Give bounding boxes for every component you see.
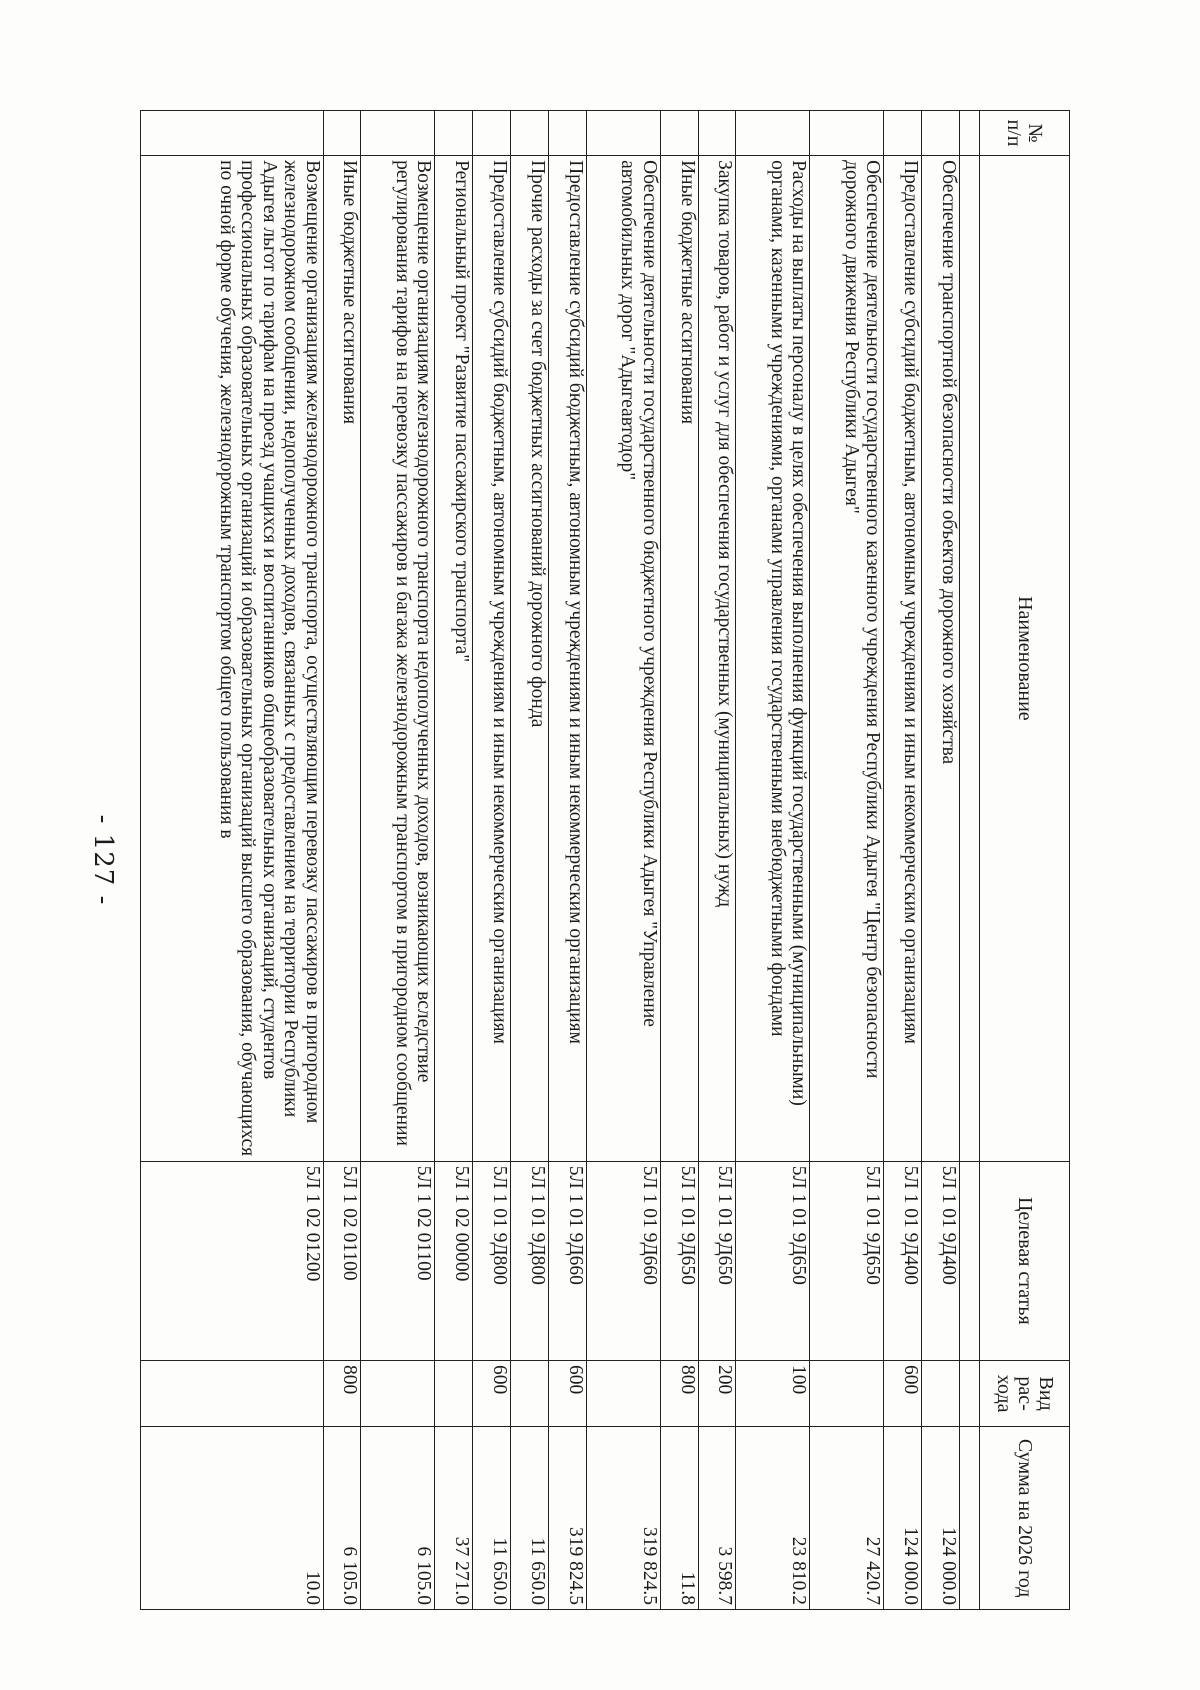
cell-sum: 124 000.0 bbox=[922, 1427, 960, 1610]
cell-kind bbox=[922, 1360, 960, 1426]
cell-num bbox=[435, 111, 473, 156]
cell-name: Обеспечение транспортной безопасности объектов дорожного хозяйства bbox=[922, 156, 960, 1162]
cell-sum: 11 650.0 bbox=[473, 1427, 511, 1610]
cell-name: Возмещение организациям железнодорожного транспорта недополученных доходов, возникающих вследствие регулирования тарифов на перевозку пассажиров и багажа железнодорожным транспортом в пригородном сообщении bbox=[361, 156, 435, 1162]
table-row bbox=[810, 111, 884, 1610]
cell-name: Возмещение организациям железнодорожного транспорта, осуществляющим перевозку пассажиров в пригородном железнодорожном сообщении, недополученных доходов, связанных с предоставлением на территории Республики Адыгея льгот по тарифам на проезд учащихся и воспитанников общеобразовательных организаций, студентов профессиональных образовательных организаций и образовательных организаций высшего образования, обучающихся по очной форме обучения, железнодорожным транспортом общего пользования в bbox=[141, 156, 324, 1162]
cell-num bbox=[586, 111, 660, 156]
cell-num bbox=[810, 111, 884, 156]
cell-sum: 124 000.0 bbox=[884, 1427, 922, 1610]
cell-code: 5Л 1 01 9Д660 bbox=[548, 1161, 586, 1360]
cell-code: 5Л 1 01 9Д400 bbox=[922, 1161, 960, 1360]
table-row bbox=[922, 111, 960, 1610]
cell-code: 5Л 1 01 9Д650 bbox=[736, 1161, 810, 1360]
cell-num bbox=[736, 111, 810, 156]
cell-name: Иные бюджетные ассигнования bbox=[660, 156, 698, 1162]
cell-name: Иные бюджетные ассигнования bbox=[323, 156, 361, 1162]
cell-kind bbox=[511, 1360, 549, 1426]
cell-num bbox=[884, 111, 922, 156]
cell-kind bbox=[361, 1360, 435, 1426]
cell-kind bbox=[435, 1360, 473, 1426]
cell-sum: 23 810.2 bbox=[736, 1427, 810, 1610]
cell-sum: 11 650.0 bbox=[511, 1427, 549, 1610]
cell-kind: 800 bbox=[660, 1360, 698, 1426]
cell-code: 5Л 1 01 9Д660 bbox=[586, 1161, 660, 1360]
cell-kind: 600 bbox=[548, 1360, 586, 1426]
header-name: Наименование bbox=[980, 156, 1070, 1162]
cell-num bbox=[548, 111, 586, 156]
cell-sum: 319 824.5 bbox=[548, 1427, 586, 1610]
cell-sum: 37 271.0 bbox=[435, 1427, 473, 1610]
cell-name: Расходы на выплаты персоналу в целях обеспечения выполнения функций государственными (муниципальными) органами, казенными учреждениями, органами управления государственными внебюджетными фондами bbox=[736, 156, 810, 1162]
cell-name: Обеспечение деятельности государственного казенного учреждения Республики Адыгея "Центр безопасности дорожного движения Республики Адыгея" bbox=[810, 156, 884, 1162]
cell-kind: 800 bbox=[323, 1360, 361, 1426]
cell-code: 5Л 1 01 9Д400 bbox=[884, 1161, 922, 1360]
cell-code: 5Л 1 02 01200 bbox=[141, 1161, 324, 1360]
cell-kind: 100 bbox=[736, 1360, 810, 1426]
cell-kind bbox=[586, 1360, 660, 1426]
cell-kind: 600 bbox=[473, 1360, 511, 1426]
table-row bbox=[548, 111, 586, 1610]
cell-num bbox=[922, 111, 960, 156]
cell-sum: 319 824.5 bbox=[586, 1427, 660, 1610]
cell-sum: 6 105.0 bbox=[361, 1427, 435, 1610]
cell-code: 5Л 1 02 01100 bbox=[361, 1161, 435, 1360]
table-row bbox=[361, 111, 435, 1610]
cell-num bbox=[361, 111, 435, 156]
header-sum: Сумма на 2026 год bbox=[980, 1427, 1070, 1610]
cell-sum: 3 598.7 bbox=[698, 1427, 736, 1610]
table-row bbox=[586, 111, 660, 1610]
cell-code: 5Л 1 01 9Д650 bbox=[810, 1161, 884, 1360]
cell-name: Закупка товаров, работ и услуг для обеспечения государственных (муниципальных) нужд bbox=[698, 156, 736, 1162]
cell-num bbox=[698, 111, 736, 156]
cell-kind bbox=[141, 1360, 324, 1426]
cell-code: 5Л 1 01 9Д650 bbox=[660, 1161, 698, 1360]
cell-num bbox=[511, 111, 549, 156]
cell-name: Предоставление субсидий бюджетным, автономным учреждениям и иным некоммерческим организациям bbox=[884, 156, 922, 1162]
header-num: № п/п bbox=[980, 111, 1070, 156]
page-number: - 127 - bbox=[88, 814, 118, 906]
cell-name: Прочие расходы за счет бюджетных ассигнований дорожного фонда bbox=[511, 156, 549, 1162]
table-row bbox=[736, 111, 810, 1610]
cell-code: 5Л 1 02 01100 bbox=[323, 1161, 361, 1360]
cell-code: 5Л 1 01 9Д800 bbox=[511, 1161, 549, 1360]
header-kind: Вид рас- хода bbox=[980, 1360, 1070, 1426]
cell-code: 5Л 1 01 9Д800 bbox=[473, 1161, 511, 1360]
cell-kind bbox=[810, 1360, 884, 1426]
cell-kind: 200 bbox=[698, 1360, 736, 1426]
budget-table bbox=[140, 110, 1070, 1610]
header-code: Целевая статья bbox=[980, 1161, 1070, 1360]
table-row bbox=[884, 111, 922, 1610]
table-row bbox=[473, 111, 511, 1610]
cell-name: Предоставление субсидий бюджетным, автономным учреждениям и иным некоммерческим организациям bbox=[548, 156, 586, 1162]
header-spacer-row bbox=[960, 111, 980, 1610]
rotated-page bbox=[88, 110, 1070, 1610]
cell-kind: 600 bbox=[884, 1360, 922, 1426]
cell-code: 5Л 1 01 9Д650 bbox=[698, 1161, 736, 1360]
cell-name: Региональный проект "Развитие пассажирского транспорта" bbox=[435, 156, 473, 1162]
table-row bbox=[511, 111, 549, 1610]
cell-sum: 11.8 bbox=[660, 1427, 698, 1610]
table-header-row bbox=[980, 111, 1070, 1610]
table-row bbox=[660, 111, 698, 1610]
cell-num bbox=[660, 111, 698, 156]
table-row bbox=[698, 111, 736, 1610]
cell-code: 5Л 1 02 00000 bbox=[435, 1161, 473, 1360]
cell-num bbox=[473, 111, 511, 156]
cell-sum: 6 105.0 bbox=[323, 1427, 361, 1610]
cell-num bbox=[141, 111, 324, 156]
table-row bbox=[323, 111, 361, 1610]
cell-name: Предоставление субсидий бюджетным, автономным учреждениям и иным некоммерческим организациям bbox=[473, 156, 511, 1162]
table-row bbox=[435, 111, 473, 1610]
cell-sum: 10.0 bbox=[141, 1427, 324, 1610]
table-row bbox=[141, 111, 324, 1610]
cell-name: Обеспечение деятельности государственного бюджетного учреждения Республики Адыгея "Управление автомобильных дорог "Адыгеавтодор" bbox=[586, 156, 660, 1162]
cell-sum: 27 420.7 bbox=[810, 1427, 884, 1610]
cell-num bbox=[323, 111, 361, 156]
